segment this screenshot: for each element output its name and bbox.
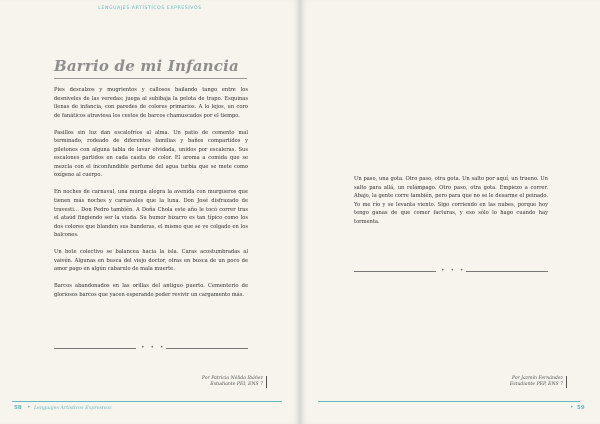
- paragraph: Un paso, una gota. Otro paso, otra gota. Un salto por aquí, un trueno. Un salto para allá, un relámpago. Otro paso, otra gota. Empiezo a correr. Abajo, la gente corre también, pero para que no se le desarme el peinado. Yo me río y se levanta viento. Sigo corriendo en las nubes, porque hoy tengo ganas de que comer facturas, y eso sólo lo hago cuando hay tormenta.: [354, 176, 548, 225]
- page-title: Barrio de mi Infancia: [54, 57, 239, 75]
- divider-line-left: [54, 348, 136, 349]
- divider-dots: • • •: [141, 344, 166, 351]
- author-role: Estudiante PEP, ENS 7: [509, 382, 563, 387]
- paragraph: Un bote colectivo se balancea hacia la isla. Caras acostumbradas al vaivén. Algunas en busca del viejo doctor, otras en busca de un poco de amor pago en algún cabarulo de mala muerte.: [54, 249, 248, 273]
- page-number: 59: [577, 405, 585, 411]
- right-page: [300, 0, 600, 424]
- paragraph: Pies descalzos y mugrientos y callosos bailando tango entre los desniveles de las veredas; juega al subibaja la pelota de trapo. Esquinas llenas de infancia, con paredes de colores primarios. A lo lejos, un coro de fanáticos atraviesa los cestos de barcos chamuscados por el tiempo.: [54, 87, 248, 119]
- footer-rule: [318, 401, 580, 402]
- paragraph: Barcos abandonados en las orillas del antiguo puerto. Cementerio de gloriosos barcos que yacen esperando poder revivir un cargamento más.: [54, 283, 248, 298]
- page-number: 58: [14, 405, 22, 411]
- author-name: Por Jazmín Fernández: [511, 376, 563, 381]
- section-divider: [354, 268, 548, 276]
- paragraph: En noches de carnaval, una murga alegra la avenida con murgueros que tienen más noches y carnavales que la luna. Don José disfrazado de travesti… Don Pedro también. A Doña Chola este año le tocó correr tras el ataúd fingiendo ser la viuda. Su humor bizarro es tan típico como los dos colores que blanden sus banderas, el mismo que se ve colgado en los balcones.: [54, 189, 248, 239]
- divider-line-left: [354, 271, 436, 272]
- footer-rule: [12, 401, 282, 402]
- author-name: Por Patricia Nélida Ibáñez: [201, 376, 263, 381]
- divider-line-right: [466, 271, 548, 272]
- story-body: [54, 86, 248, 308]
- running-head: LENGUAJES ARTÍSTICOS EXPRESIVOS: [98, 6, 202, 11]
- divider-dots: • • •: [441, 267, 466, 274]
- divider-line-right: [166, 348, 248, 349]
- paragraph: Pasillos sin luz dan escalofríos al alma. Un patio de cemento mal terminado, rodeado de diferentes familias y baños compartidos y piletones con alguna tabla de lavar olvidada, unidos por escaleras. Sus escalones partidos en cada casita de color. El aroma a comida que se mezcla con el inconfundible perfume del agua turbia que se mete como oxígeno al cuerpo.: [54, 129, 248, 179]
- author-role: Estudiante PEI, ENS 7: [210, 382, 263, 387]
- section-divider: [54, 345, 248, 353]
- title-underline: [54, 78, 247, 79]
- signature-bar: [266, 376, 267, 388]
- author-signature: [510, 376, 563, 388]
- signature-bar: [566, 376, 567, 388]
- footer-bullet: •: [27, 404, 31, 411]
- author-signature: [202, 376, 263, 388]
- footer-title: Lenguajes Artísticos Expresivos: [34, 405, 112, 411]
- footer-bullet: •: [570, 404, 574, 411]
- story-body: [354, 175, 548, 235]
